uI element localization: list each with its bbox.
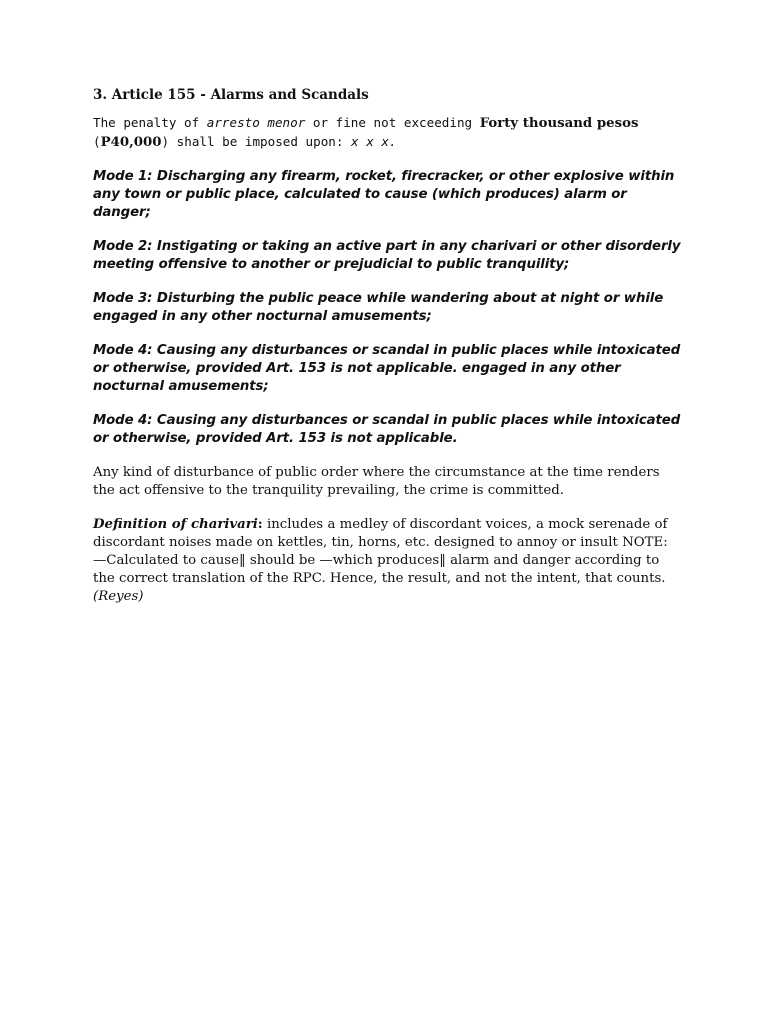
- definition-text: includes a medley of discordant voices, a mock serenade of discordant noises made on kettles, tin, horns, etc. designed to annoy or insult NOTE: —Calculated to cause‖ should be —which produces‖ alarm and danger according to the correct translation of the RPC. Hence, the result, and not the intent, that counts.: [93, 517, 668, 586]
- document-page: [93, 86, 683, 622]
- mode-4b: Mode 4: Causing any disturbances or scandal in public places while intoxicated or otherwise, provided Art. 153 is not applicable.: [93, 413, 681, 446]
- mode-3: Mode 3: Disturbing the public peace while wandering about at night or while engaged in any other nocturnal amusements;: [93, 291, 664, 324]
- definition-colon: :: [257, 517, 263, 532]
- penalty-text-3: (: [93, 134, 101, 149]
- definition-paragraph: [93, 516, 683, 606]
- penalty-paragraph: [93, 114, 683, 152]
- penalty-xxx: x x x.: [351, 134, 397, 149]
- definition-term: Definition of charivari: [93, 517, 258, 532]
- penalty-amount-words: Forty thousand pesos: [479, 116, 639, 131]
- disturbance-paragraph: Any kind of disturbance of public order where the circumstance at the time renders the act offensive to the tranquility prevailing, the crime is committed.: [93, 465, 660, 498]
- penalty-amount-figure: P40,000: [100, 135, 162, 150]
- mode-1: Mode 1: Discharging any firearm, rocket, firecracker, or other explosive within any town or public place, calculated to cause (which produces) alarm or danger;: [93, 169, 675, 220]
- penalty-arresto: arresto menor: [206, 115, 306, 130]
- mode-2: Mode 2: Instigating or taking an active part in any charivari or other disorderly meeting offensive to another or prejudicial to public tranquility;: [93, 239, 681, 272]
- article-heading: 3. Article 155 - Alarms and Scandals: [93, 87, 369, 103]
- definition-citation: (Reyes): [93, 589, 144, 604]
- mode-4a: Mode 4: Causing any disturbances or scandal in public places while intoxicated or otherwise, provided Art. 153 is not applicable. engaged in any other nocturnal amusements;: [93, 343, 681, 394]
- penalty-text-2: or fine not exceeding: [305, 115, 480, 130]
- penalty-text-1: The penalty of: [93, 115, 207, 130]
- penalty-text-4: ) shall be imposed upon:: [161, 134, 352, 149]
